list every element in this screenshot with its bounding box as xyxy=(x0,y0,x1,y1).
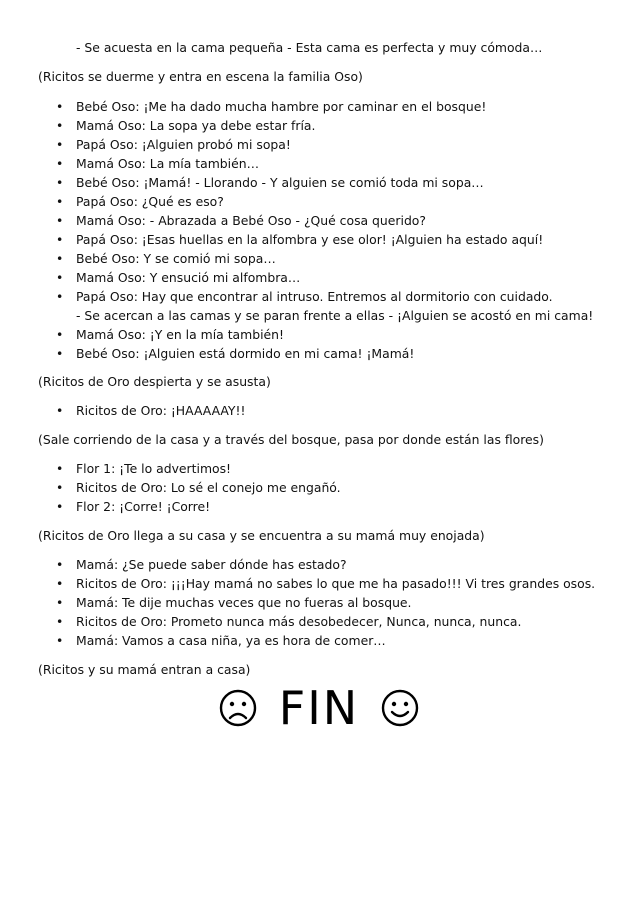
bullet-icon: • xyxy=(56,480,64,495)
bullet-icon: • xyxy=(56,346,64,361)
bullet-icon: • xyxy=(56,156,64,171)
bullet-icon: • xyxy=(56,499,64,514)
bullet-icon: • xyxy=(56,403,64,418)
smiley-face-icon xyxy=(381,689,419,727)
bullet-icon: • xyxy=(56,576,64,591)
bullet-icon: • xyxy=(56,194,64,209)
stage-direction-4: (Ricitos de Oro llega a su casa y se encuentra a su mamá muy enojada) xyxy=(38,528,485,543)
bullet-icon: • xyxy=(56,270,64,285)
fin-title: FIN xyxy=(278,681,360,735)
sad-face-icon xyxy=(219,689,257,727)
top-line: - Se acuesta en la cama pequeña - Esta cama es perfecta y muy cómoda… xyxy=(76,40,543,55)
stage-direction-5: (Ricitos y su mamá entran a casa) xyxy=(38,662,251,677)
bullet-icon: • xyxy=(56,175,64,190)
bullet-icon: • xyxy=(56,614,64,629)
bullet-icon: • xyxy=(56,289,64,304)
bullet-icon: • xyxy=(56,251,64,266)
bullet-icon: • xyxy=(56,595,64,610)
stage-direction-2: (Ricitos de Oro despierta y se asusta) xyxy=(38,374,271,389)
bullet-icon: • xyxy=(56,213,64,228)
bullet-icon: • xyxy=(56,137,64,152)
stage-direction-1: (Ricitos se duerme y entra en escena la familia Oso) xyxy=(38,69,363,84)
bullet-icon: • xyxy=(56,461,64,476)
stage-direction-3: (Sale corriendo de la casa y a través del bosque, pasa por donde están las flores) xyxy=(38,432,544,447)
fin-row xyxy=(0,678,638,738)
bullet-icon: • xyxy=(56,118,64,133)
bullet-icon: • xyxy=(56,99,64,114)
continuation-line: - Se acercan a las camas y se paran frente a ellas - ¡Alguien se acostó en mi cama! xyxy=(76,308,594,323)
bullet-icon: • xyxy=(56,327,64,342)
bullet-icon: • xyxy=(56,557,64,572)
document-page: - Se acuesta en la cama pequeña - Esta cama es perfecta y muy cómoda… (Ricitos se duerme y entra en escena la familia Oso) • Bebé Oso: ¡Me ha dado mucha hambre por caminar en el bosque! • Mamá Oso: La sopa ya debe estar fría. • Papá Oso: ¡Alguien probó mi sopa! • Mamá Oso: La mía también… • Bebé Oso: ¡Mamá! - Llorando - Y alguien se comió toda mi sopa… • Papá Oso: ¿Qué es eso? • Mamá Oso: - Abrazada a Bebé Oso - ¿Qué cosa querido? • Papá Oso: ¡Esas huellas en la alfombra y ese olor! ¡Alguien ha estado aquí! • Bebé Oso: Y se comió mi sopa… • Mamá Oso: Y ensució mi alfombra… • Papá Oso: Hay que encontrar al intruso. Entremos al dormitorio con cuidado. - Se acercan a las camas y se paran frente a ellas - ¡Alguien se acostó en mi cama! • Mamá Oso: ¡Y en la mía también! • Bebé Oso: ¡Alguien está dormido en mi cama! ¡Mamá! (Ricitos de Oro despierta y se asusta) • Ricitos de Oro: ¡HAAAAAY!! (Sale corriendo de la casa y a través del bosque, pasa por donde están las flores) • Flor 1: ¡Te lo advertimos! • Ricitos de Oro: Lo sé el conejo me engañó. • Flor 2: ¡Corre! ¡Corre! (Ricitos de Oro llega a su casa y se encuentra a su mamá muy enojada) • Mamá: ¿Se puede saber dónde has estado? • Ricitos de Oro: ¡¡¡Hay mamá no sabes lo que me ha pasado!!! Vi tres grandes osos. • Mamá: Te dije muchas veces que no fueras al bosque. • Ricitos de Oro: Prometo nunca más desobedecer, Nunca, nunca, nunca. • Mamá: Vamos a casa niña, ya es hora de comer… (Ricitos y su mamá entran a casa) FIN xyxy=(0,0,638,903)
bullet-icon: • xyxy=(56,232,64,247)
bullet-icon: • xyxy=(56,633,64,648)
